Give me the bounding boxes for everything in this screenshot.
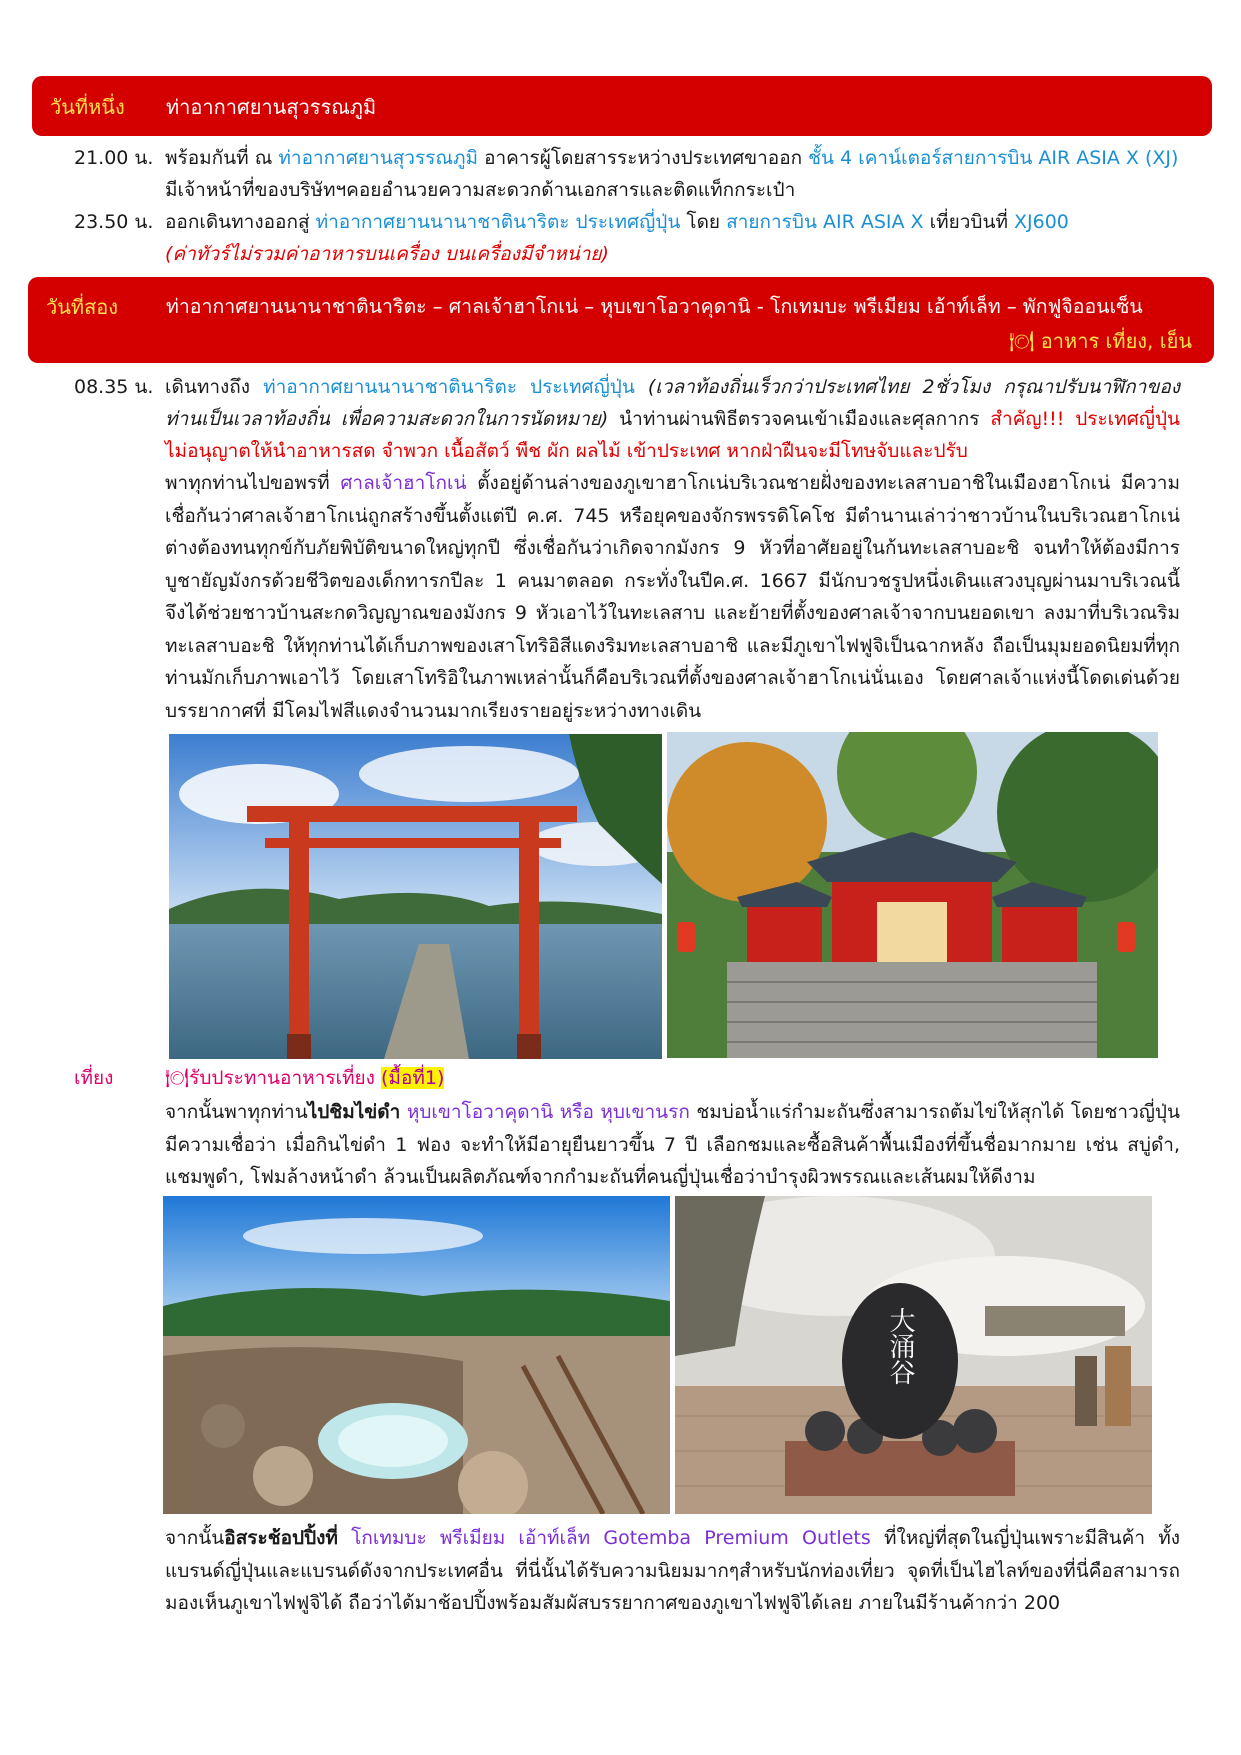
text-span xyxy=(338,1527,351,1549)
hakone-shrine-paragraph xyxy=(165,467,1180,727)
destination-airport: ท่าอากาศยานนานาชาตินาริตะ ประเทศญี่ปุ่น xyxy=(315,211,681,233)
gotemba-paragraph xyxy=(165,1522,1180,1620)
flight-number: XJ600 xyxy=(1014,211,1069,233)
text-span: มีเจ้าหน้าที่ของบริษัทฯคอยอำนวยความสะดวกด้านเอกสารและติดแท็กกระเป๋า xyxy=(165,179,796,201)
hakone-shrine-photo xyxy=(667,732,1158,1058)
text-span: จากนั้นพาทุกท่าน xyxy=(165,1101,308,1123)
lunch-label: เที่ยง xyxy=(74,1067,114,1089)
egg-sign-text: 大涌谷 xyxy=(885,1307,915,1385)
time-label: 08.35 น. xyxy=(74,376,154,398)
day2-label: วันที่สอง xyxy=(46,295,119,319)
owakudani-name: หุบเขาโอวาคุดานิ หรือ หุบเขานรก xyxy=(406,1101,690,1123)
owakudani-valley-photo xyxy=(163,1196,670,1514)
meal-note: (ค่าทัวร์ไม่รวมค่าอาหารบนเครื่อง บนเครื่องมีจำหน่าย) xyxy=(165,243,609,265)
text-span: พาทุกท่านไปขอพรที่ xyxy=(165,472,341,494)
owakudani-paragraph xyxy=(165,1096,1180,1194)
day2-header xyxy=(28,277,1214,363)
gotemba-outlet-name: โกเทมบะ พรีเมียม เอ้าท์เล็ท Gotemba Premium Outlets xyxy=(351,1527,871,1549)
lunch-note: 🍽รับประทานอาหารเที่ยง xyxy=(165,1067,381,1089)
text-span: นำท่านผ่านพิธีตรวจคนเข้าเมืองและศุลกากร xyxy=(608,408,991,430)
text-span: อาคารผู้โดยสารระหว่างประเทศขาออก xyxy=(478,147,809,169)
hakone-shrine-name: ศาลเจ้าฮาโกเน่ xyxy=(340,472,467,494)
torii-gate-photo xyxy=(169,734,662,1059)
timezone-note: (เวลาท้องถิ่นเร็วกว่าประเทศไทย 2ชั่วโมง กรุณาปรับนาฬิกาของท่านเป็นเวลาท้องถิ่น เพื่อความสะดวกในการนัดหมาย) xyxy=(165,376,1181,430)
text-span: ตั้งอยู่ด้านล่างของภูเขาฮาโกเน่บริเวณชายฝั่งของทะเลสาบอาชิในเมืองฮาโกเน่ มีความเชื่อกันว่าศาลเจ้าฮาโกเน่ถูกสร้างขึ้นตั้งแต่ปี ค.ศ. 745 หรือยุคของจักรพรรดิโคโช มีตำนานเล่าว่าชาวบ้านในบริเวณฮาโกเน่ต่างต้องทนทุกข์กับภัยพิบัติขนาดใหญ่ทุกปี ซึ่งเชื่อกันว่าเกิดจากมังกร 9 หัวที่อาศัยอยู่ในก้นทะเลสาบอะชิ จนทำให้ต้องมีการบูชายัญมังกรด้วยชีวิตของเด็กทารกปีละ 1 คนมาตลอด กระทั่งในปีค.ศ. 1667 มีนักบวชรูปหนึ่งเดินแสวงบุญผ่านมาบริเวณนี้ จึงได้ช่วยชาวบ้านสะกดวิญญาณของมังกร 9 หัวเอาไว้ในทะเลสาบ และย้ายที่ตั้งของศาลเจ้าจากบนยอดเขา ลงมาที่บริเวณริมทะเลสาบอะชิ ให้ทุกท่านได้เก็บภาพของเสาโทริอิสีแดงริมทะเลสาบอาชิ และมีภูเขาไฟฟูจิเป็นฉากหลัง ถือเป็นมุมยอดนิยมที่ทุกท่านมักเก็บภาพเอาไว้ โดยเสาโทริอิในภาพเหล่านั้นก็คือบริเวณที่ตั้งของศาลเจ้าฮาโกเน่นั่นเอง โดยศาลเจ้าแห่งนี้โดดเด่นด้วยบรรยากาศที่ มีโคมไฟสีแดงจำนวนมากเรียงรายอยู่ระหว่างทางเดิน xyxy=(165,472,1180,722)
text-span: ออกเดินทางออกสู่ xyxy=(165,211,316,233)
text-span: เที่ยวบินที่ xyxy=(923,211,1015,233)
time-label: 21.00 น. xyxy=(74,147,154,169)
narita-airport: ท่าอากาศยานนานาชาตินาริตะ ประเทศญี่ปุ่น xyxy=(263,376,635,398)
text-span: จากนั้น xyxy=(165,1527,225,1549)
text-span: พร้อมกันที่ ณ xyxy=(165,147,279,169)
airline-name: สายการบิน AIR ASIA X xyxy=(726,211,924,233)
arrival-text xyxy=(165,371,1180,467)
day1-label: วันที่หนึ่ง xyxy=(50,95,125,119)
day1-item-1 xyxy=(50,142,1180,208)
black-egg-highlight: ไปชิมไข่ดำ xyxy=(307,1101,401,1123)
day1-item-2 xyxy=(50,206,1180,272)
text-span: ชมบ่อน้ำแร่กำมะถันซึ่งสามารถต้มไข่ให้สุกได้ โดยชาวญี่ปุ่นมีความเชื่อว่า เมื่อกินไข่ดำ 1 ฟอง จะทำให้มีอายุยืนยาวขึ้น 7 ปี เลือกชมและซื้อสินค้าพื้นเมืองที่ขึ้นชื่อมากมาย เช่น สบู่ดำ, แชมพูดำ, โฟมล้างหน้าดำ ล้วนเป็นผลิตภัณฑ์จากกำมะถันที่คนญี่ปุ่นเชื่อว่าบำรุงผิวพรรณและเส้นผมให้ดีงาม xyxy=(165,1101,1180,1188)
meal-number-badge: (มื้อที่1) xyxy=(381,1067,445,1089)
day2-title: ท่าอากาศยานนานาชาตินาริตะ – ศาลเจ้าฮาโกเน่ – หุบเขาโอวาคุดานิ - โกเทมบะ พรีเมียม เอ้าท์เล็ท – พักฟูจิออนเซ็น xyxy=(166,295,1143,318)
text-span: เดินทางถึง xyxy=(165,376,264,398)
day1-title: ท่าอากาศยานสุวรรณภูมิ xyxy=(166,95,377,119)
day1-header xyxy=(32,76,1212,136)
import-warning: สำคัญ!!! ประเทศญี่ปุ่นไม่อนุญาตให้นำอาหารสด จำพวก เนื้อสัตว์ พืช ผัก ผลไม้ เข้าประเทศ หากฝ่าฝืนจะมีโทษจับและปรับ xyxy=(165,408,1180,462)
counter-info: ชั้น 4 เคาน์เตอร์สายการบิน AIR ASIA X (XJ) xyxy=(808,147,1179,169)
lunch-row xyxy=(50,1062,1180,1096)
text-span: โดย xyxy=(680,211,727,233)
airport-link: ท่าอากาศยานสุวรรณภูมิ xyxy=(278,147,479,169)
day2-meals: 🍽 อาหาร เที่ยง, เย็น xyxy=(1009,329,1192,353)
item-text xyxy=(165,206,1180,270)
text-span: ที่ใหญ่ที่สุดในญี่ปุ่นเพราะมีสินค้า ทั้งแบรนด์ญี่ปุ่นและแบรนด์ดังจากประเทศอื่น ที่นี่นั้นได้รับความนิยมมากๆสำหรับนักท่องเที่ยว จุดที่เป็นไฮไลท์ของที่นี่คือสามารถมองเห็นภูเขาไฟฟูจิได้ ถือว่าได้มาช้อปปิ้งพร้อมสัมผัสบรรยากาศของภูเขาไฟฟูจิได้เลย ภายในมีร้านค้ากว่า 200 xyxy=(165,1527,1180,1614)
lunch-text xyxy=(165,1062,1180,1094)
item-text xyxy=(165,142,1180,206)
shopping-highlight: อิสระช้อปปิ้งที่ xyxy=(224,1527,338,1549)
black-egg-monument-photo xyxy=(675,1196,1152,1514)
time-label: 23.50 น. xyxy=(74,211,154,233)
day2-arrival xyxy=(50,371,1180,471)
